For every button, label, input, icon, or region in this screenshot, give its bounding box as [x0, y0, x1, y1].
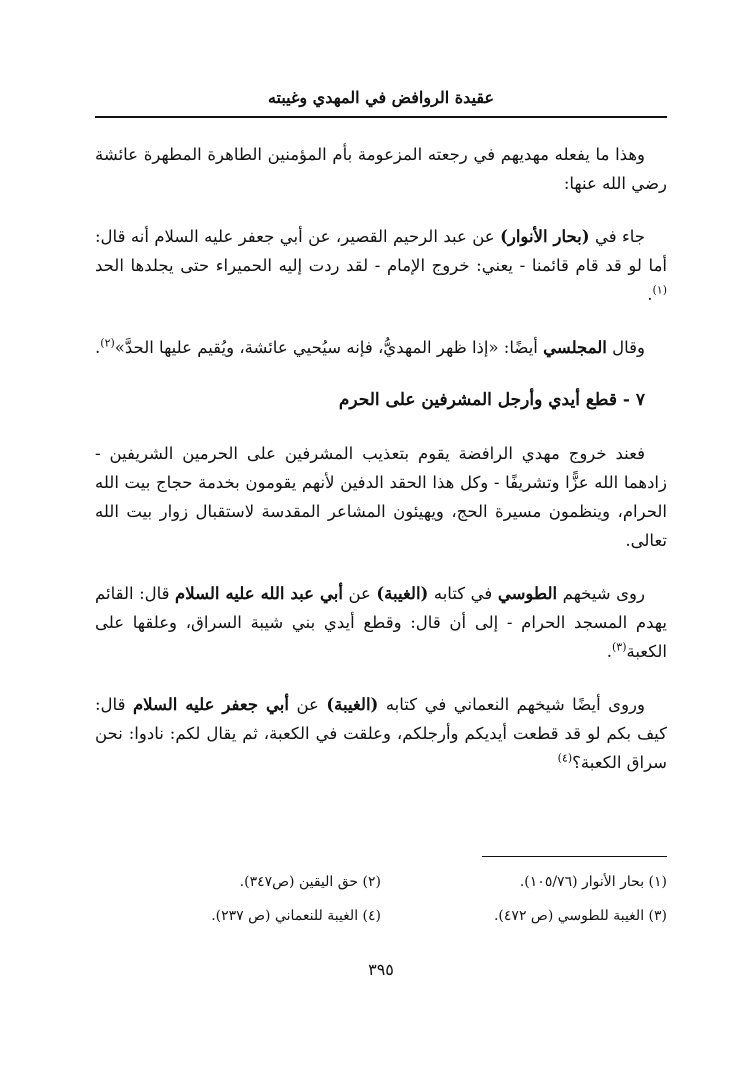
footnote-1: (١) بحار الأنوار (١٠٥/٧٦).: [519, 874, 667, 890]
text-run: .: [647, 285, 653, 304]
text-run: قال: القائم يهدم المسجد الحرام - إلى أن قال: وقطع أيدي بني شيبة السراق، وعلقها على الكعبة: [95, 584, 667, 661]
book-title-bold: (الغيبة): [326, 695, 379, 714]
footnote-3: (٣) الغيبة للطوسي (ص ٤٧٢).: [493, 908, 667, 924]
text-run: قال: كيف بكم لو قد قطعت أيديكم وأرجلكم، وعلقت في الكعبة، ثم يقال لكم: نادوا: نحن سراق الكعبة؟: [95, 695, 667, 772]
narrator-bold: أبي جعفر عليه السلام: [132, 695, 289, 714]
author-name-bold: الطوسي: [497, 584, 558, 603]
paragraph-6: [95, 690, 667, 777]
footnote-ref-3[interactable]: (٣): [611, 640, 627, 654]
main-text: [95, 140, 667, 801]
section-heading: ٧ - قطع أيدي وأرجل المشرفين على الحرم: [338, 390, 645, 410]
text-run: روى شيخهم: [557, 584, 645, 603]
footnote-2: (٢) حق اليقين (ص٣٤٧).: [239, 874, 381, 890]
header-rule: [95, 116, 667, 118]
paragraph-5: [95, 579, 667, 666]
footnote-ref-2[interactable]: (٢): [100, 336, 115, 350]
footnote-ref-4[interactable]: (٤): [557, 751, 573, 765]
book-title-bold: (الغيبة): [376, 584, 429, 603]
text-run: في كتابه: [428, 584, 498, 603]
narrator-bold: أبي عبد الله عليه السلام: [175, 584, 343, 603]
footnotes: [95, 872, 667, 940]
footnote-row: [95, 872, 667, 892]
footnote-rule: [482, 856, 667, 857]
text-run: وروى أيضًا شيخهم النعماني في كتابه: [378, 695, 645, 714]
text-run: وقال: [606, 338, 645, 357]
book-title-bold: (بحار الأنوار): [500, 227, 590, 246]
text-run: عن: [288, 695, 327, 714]
footnote-row: [95, 906, 667, 926]
text-run: عن: [342, 584, 377, 603]
text-run: عن عبد الرحيم القصير، عن أبي جعفر عليه السلام أنه قال: أما لو قد قام قائمنا - يعني: خروج الإمام - لقد ردت إليه الحميراء حتى يجلدها الحد: [95, 227, 667, 275]
footnote-ref-1[interactable]: (١): [652, 283, 667, 297]
page-number: ٣٩٥: [368, 960, 394, 979]
paragraph-2: [95, 222, 667, 309]
text-run: .: [95, 338, 101, 357]
footnote-4: (٤) الغيبة للنعماني (ص ٢٣٧).: [211, 908, 381, 924]
text-run: جاء في: [589, 227, 646, 246]
paragraph-3: [95, 333, 667, 362]
text-run: أيضًا: «إذا ظهر المهديُّ، فإنه سيُحيي عائشة، ويُقيم عليها الحدَّ»: [114, 338, 544, 357]
text-run: .: [606, 642, 612, 661]
author-name-bold: المجلسي: [543, 338, 607, 357]
running-title: عقيدة الروافض في المهدي وغيبته: [267, 88, 495, 107]
paragraph-4: فعند خروج مهدي الرافضة يقوم بتعذيب المشرفين على الحرمين الشريفين - زادهما الله عزًّا وتشريفًا - وكل هذا الحقد الدفين لأنهم يقومون بخدمة حجاج بيت الله الحرام، وينظمون مسيرة الحج، ويهيئون المشاعر المقدسة لاستقبال زوار بيت الله تعالى.: [95, 444, 667, 550]
paragraph-1: وهذا ما يفعله مهديهم في رجعته المزعومة بأم المؤمنين الطاهرة المطهرة عائشة رضي الله عنها:: [95, 145, 667, 193]
